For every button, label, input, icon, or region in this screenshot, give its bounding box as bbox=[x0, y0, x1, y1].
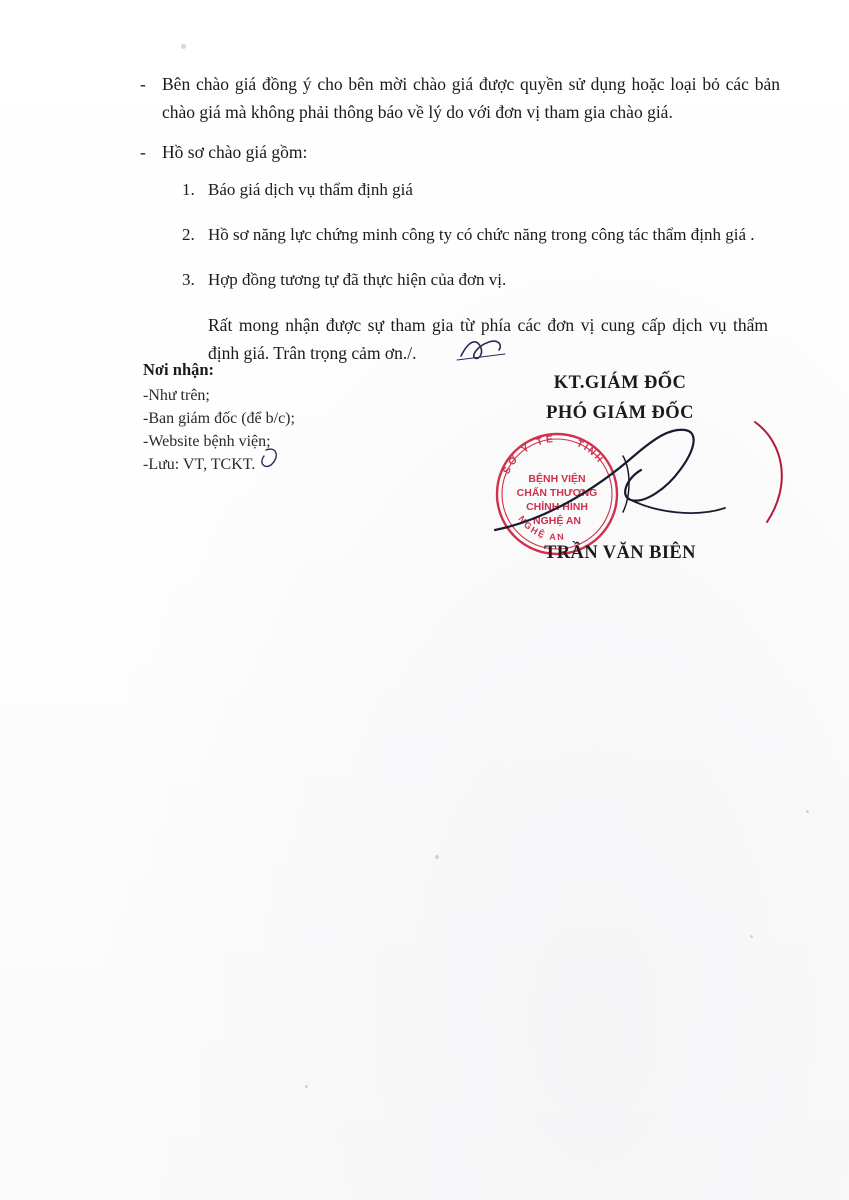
closing-paragraph: Rất mong nhận được sự tham gia từ phía các đơn vị cung cấp dịch vụ thẩm định giá. Trân trọng cảm ơn./. bbox=[208, 315, 768, 363]
stamp-top-arc-text: SỞ Y TẾ bbox=[501, 433, 557, 477]
ink-mark-icon bbox=[250, 440, 320, 480]
list-item-number: 1. bbox=[182, 180, 195, 199]
scan-speck bbox=[435, 855, 439, 859]
recipients-item: -Ban giám đốc (để b/c); bbox=[143, 410, 295, 427]
bullet-item bbox=[140, 70, 780, 126]
bullet-item bbox=[140, 138, 780, 166]
scan-speck bbox=[806, 810, 809, 813]
list-item bbox=[182, 266, 780, 293]
bullet-dash: - bbox=[140, 142, 146, 162]
list-item-label: Hồ sơ năng lực chứng minh công ty có chức năng trong công tác thẩm định giá . bbox=[208, 225, 755, 244]
stamp-line2: CHẤN THƯƠNG bbox=[516, 487, 598, 499]
stamp-top-right-text: TỈNH bbox=[574, 438, 606, 466]
document-body bbox=[140, 70, 780, 367]
signature-title-line1: KT.GIÁM ĐỐC bbox=[553, 373, 687, 393]
bullet-text: Hồ sơ chào giá gồm: bbox=[162, 142, 308, 162]
stamp-line4: NGHỆ AN bbox=[532, 515, 582, 527]
signature-title-line2: PHÓ GIÁM ĐỐC bbox=[546, 403, 694, 423]
list-item-label: Hợp đồng tương tự đã thực hiện của đơn vị. bbox=[208, 270, 507, 289]
list-item-label: Báo giá dịch vụ thẩm định giá bbox=[208, 180, 413, 199]
recipients-title: Nơi nhận: bbox=[143, 360, 215, 379]
svg-text:SỞ Y TẾ bbox=[501, 432, 556, 476]
signer-name: TRẦN VĂN BIÊN bbox=[544, 543, 696, 563]
scan-speck bbox=[305, 1085, 308, 1088]
signature-flourish-icon bbox=[455, 330, 535, 370]
stamp-bottom-arc-text: NGHỆ AN bbox=[516, 513, 567, 543]
scan-speck bbox=[181, 44, 186, 49]
list-item bbox=[182, 221, 780, 248]
list-item-number: 2. bbox=[182, 225, 195, 244]
numbered-list bbox=[140, 176, 780, 293]
recipients-item: -Như trên; bbox=[143, 387, 210, 404]
recipients-item: -Website bệnh viện; bbox=[143, 433, 271, 450]
bullet-dash: - bbox=[140, 74, 146, 94]
recipients-item: -Lưu: VT, TCKT. bbox=[143, 456, 256, 473]
bullet-text: Bên chào giá đồng ý cho bên mời chào giá được quyền sử dụng hoặc loại bỏ các bản chào giá mà không phải thông báo về lý do với đơn vị tham gia chào giá. bbox=[162, 74, 780, 122]
stamp-line1: BỆNH VIỆN bbox=[528, 473, 586, 485]
list-item-number: 3. bbox=[182, 270, 195, 289]
stamp-line3: CHỈNH HÌNH bbox=[526, 501, 588, 513]
scan-speck bbox=[750, 935, 753, 938]
list-item bbox=[182, 176, 780, 203]
